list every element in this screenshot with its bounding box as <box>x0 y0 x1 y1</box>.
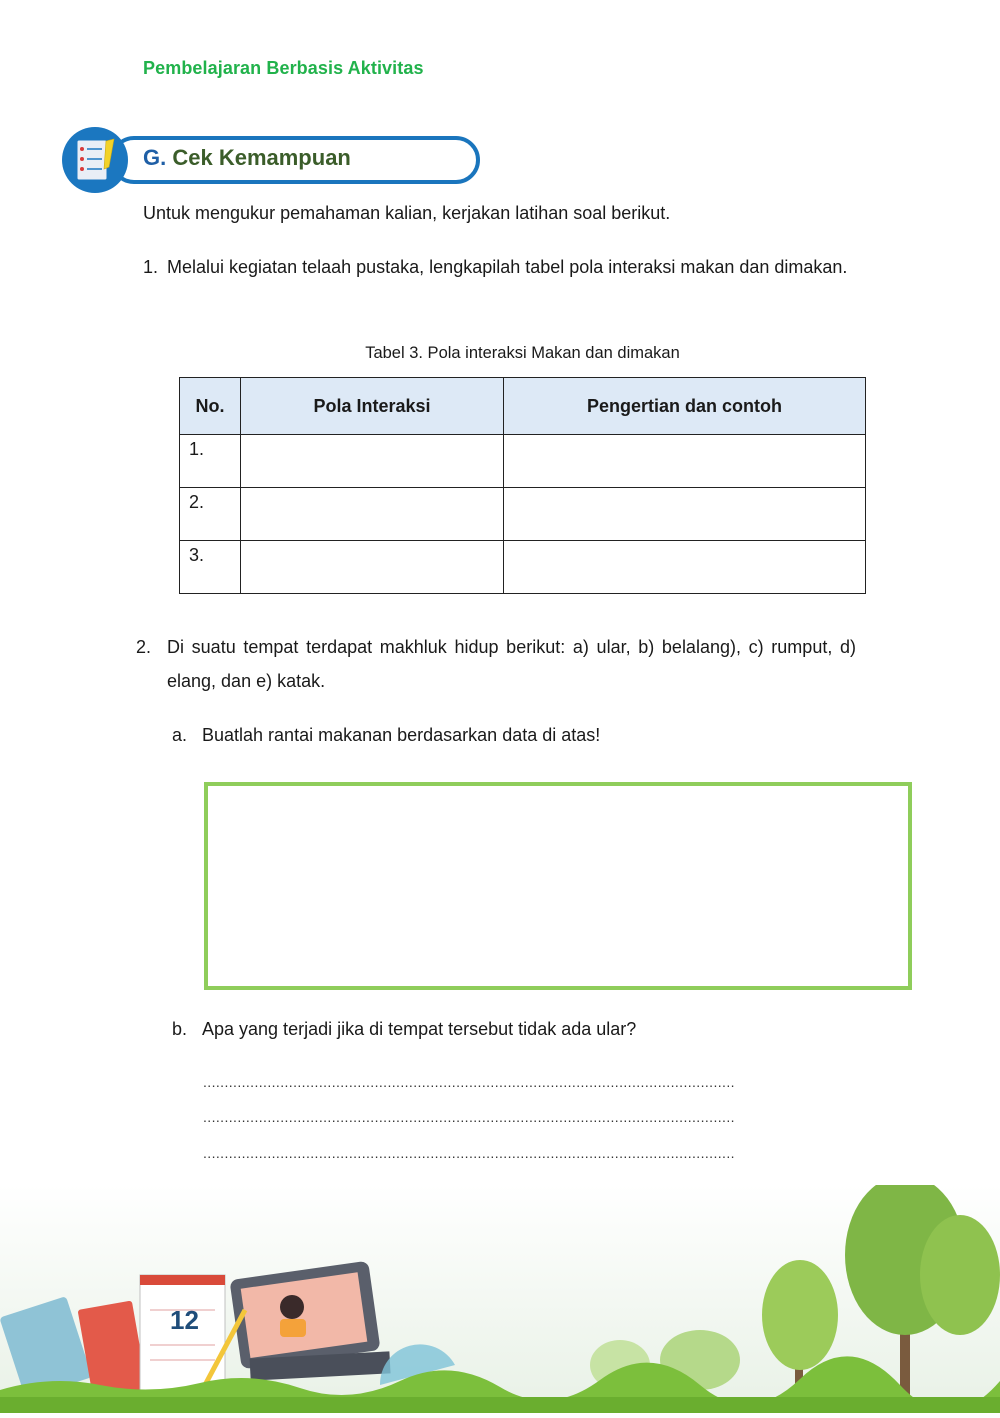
table-cell-no: 3. <box>180 541 241 594</box>
running-header: Pembelajaran Berbasis Aktivitas <box>143 58 424 78</box>
table-row <box>180 488 866 541</box>
question-1 <box>143 250 856 284</box>
table-cell-no: 1. <box>180 435 241 488</box>
table-cell-pengertian[interactable] <box>504 541 866 594</box>
question-1-text: Melalui kegiatan telaah pustaka, lengkapilah tabel pola interaksi makan dan dimakan. <box>167 257 848 277</box>
table-cell-pola[interactable] <box>241 435 504 488</box>
question-2b-text: Apa yang terjadi jika di tempat tersebut tidak ada ular? <box>202 1019 637 1039</box>
question-2b-label: b. <box>172 1019 188 1039</box>
question-1-number: 1. <box>143 257 159 277</box>
table-cell-pola[interactable] <box>241 488 504 541</box>
table-cell-pola[interactable] <box>241 541 504 594</box>
question-2a <box>172 725 600 746</box>
question-2a-label: a. <box>172 725 188 745</box>
numbered-list-icon <box>62 127 128 193</box>
table-caption: Tabel 3. Pola interaksi Makan dan dimakan <box>365 344 680 362</box>
question-2-number: 2. <box>136 637 152 657</box>
interaction-table <box>179 377 866 594</box>
section-title-text: Cek Kemampuan <box>172 145 351 170</box>
question-2-text: Di suatu tempat terdapat makhluk hidup berikut: a) ular, b) belalang), c) rumput, d) elang, dan e) katak. <box>167 637 856 691</box>
table-header-no: No. <box>180 378 241 435</box>
question-2 <box>136 630 856 698</box>
food-chain-answer-box[interactable] <box>204 782 912 990</box>
section-letter: G. <box>143 145 167 170</box>
table-cell-no: 2. <box>180 488 241 541</box>
answer-line[interactable]: ............................................................................................................................ <box>203 1145 735 1161</box>
table-cell-pengertian[interactable] <box>504 435 866 488</box>
intro-text: Untuk mengukur pemahaman kalian, kerjakan latihan soal berikut. <box>143 203 671 223</box>
table-cell-pengertian[interactable] <box>504 488 866 541</box>
answer-line[interactable]: ............................................................................................................................ <box>203 1074 735 1090</box>
table-header-pola: Pola Interaksi <box>241 378 504 435</box>
section-title <box>143 145 351 171</box>
page-number: 12 <box>170 1305 199 1335</box>
footer-illustration <box>0 1185 1000 1413</box>
table-row <box>180 435 866 488</box>
table-header-pengertian: Pengertian dan contoh <box>504 378 866 435</box>
table-row <box>180 541 866 594</box>
question-2b <box>172 1019 636 1040</box>
question-2a-text: Buatlah rantai makanan berdasarkan data di atas! <box>202 725 601 745</box>
answer-line[interactable]: ............................................................................................................................ <box>203 1109 735 1125</box>
